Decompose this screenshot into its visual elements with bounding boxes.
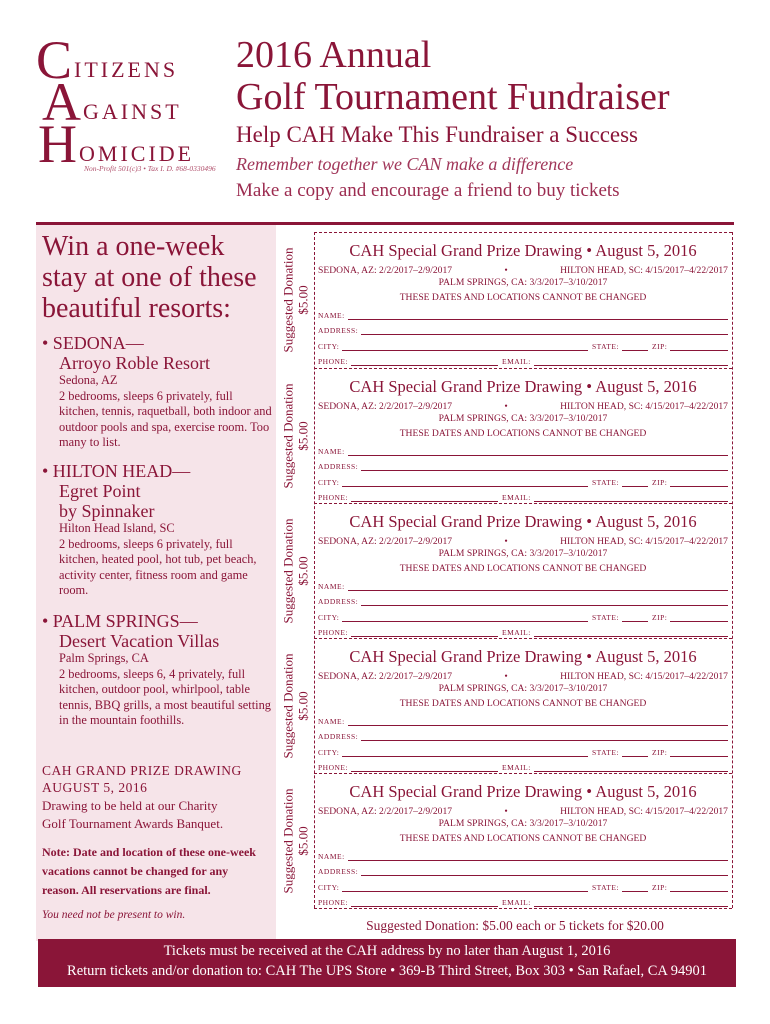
ticket-dates-row: [318, 671, 728, 682]
address-field[interactable]: [318, 597, 728, 606]
ticket-stub-1: [278, 232, 314, 368]
zip-label: ZIP:: [652, 883, 668, 892]
palm-dates: PALM SPRINGS, CA: 3/3/2017–3/10/2017: [438, 548, 608, 559]
ticket-stub-5: [278, 773, 314, 909]
resort-location: Sedona, AZ: [59, 373, 118, 387]
zip-field[interactable]: [652, 613, 728, 622]
zip-label: ZIP:: [652, 748, 668, 757]
state-field[interactable]: [592, 748, 648, 757]
prize-headline: Win a one-week stay at one of these beautiful resorts:: [42, 231, 257, 324]
phone-label: PHONE:: [318, 763, 349, 772]
state-label: STATE:: [592, 478, 619, 487]
suggested-donation: Suggested Donation: $5.00 each or 5 tickets for $20.00: [366, 918, 664, 933]
raffle-ticket-1: [318, 235, 728, 371]
hilton-dates: HILTON HEAD, SC: 4/15/2017–4/22/2017: [560, 671, 728, 682]
resort-palm-springs: [42, 611, 274, 729]
address-label: ADDRESS:: [318, 597, 359, 606]
city-field[interactable]: [318, 613, 588, 622]
bullet: •: [504, 671, 508, 682]
address-field[interactable]: [318, 732, 728, 741]
bullet: •: [504, 401, 508, 412]
name-label: NAME:: [318, 717, 345, 726]
logo-letter-c: C: [36, 30, 73, 90]
sedona-dates: SEDONA, AZ: 2/2/2017–2/9/2017: [318, 671, 453, 682]
state-field[interactable]: [592, 883, 648, 892]
zip-field[interactable]: [652, 883, 728, 892]
ticket-title: CAH Special Grand Prize Drawing • August 5, 2016: [349, 647, 697, 666]
reservation-note: Note: Date and location of these one-week vacations cannot be changed for any reason. All reservations are final.: [42, 845, 256, 897]
ticket-dates-row: [318, 265, 728, 276]
resort-hilton-head: [42, 461, 274, 599]
drawing-title: CAH GRAND PRIZE DRAWING AUGUST 5, 2016: [42, 763, 242, 795]
resort-name: • PALM SPRINGS—: [42, 611, 198, 631]
email-label: EMAIL:: [502, 898, 531, 907]
address-field[interactable]: [318, 326, 728, 335]
bullet: •: [504, 536, 508, 547]
raffle-ticket-5: [318, 776, 728, 912]
phone-field[interactable]: [318, 357, 498, 366]
city-label: CITY:: [318, 883, 340, 892]
phone-label: PHONE:: [318, 628, 349, 637]
palm-dates: PALM SPRINGS, CA: 3/3/2017–3/10/2017: [438, 413, 608, 424]
resort-description: 2 bedrooms, sleeps 6 privately, full kitchen, tennis, raquetball, both indoor and outdoor pools and spa, exercise room. Too many to list.: [59, 388, 272, 450]
zip-field[interactable]: [652, 478, 728, 487]
state-field[interactable]: [592, 342, 648, 351]
stub-label: Suggested Donation: [281, 653, 297, 759]
phone-label: PHONE:: [318, 357, 349, 366]
address-label: ADDRESS:: [318, 867, 359, 876]
ticket-title: CAH Special Grand Prize Drawing • August 5, 2016: [349, 512, 697, 531]
email-label: EMAIL:: [502, 357, 531, 366]
state-label: STATE:: [592, 613, 619, 622]
ticket-dates-row: [318, 401, 728, 412]
resort-sedona: [42, 333, 274, 451]
address-label: ADDRESS:: [318, 732, 359, 741]
city-field[interactable]: [318, 478, 588, 487]
deadline-text: Tickets must be received at the CAH address by no later than August 1, 2016: [163, 943, 611, 959]
dates-fixed-note: THESE DATES AND LOCATIONS CANNOT BE CHANGED: [399, 428, 647, 439]
present-note: You need not be present to win.: [42, 909, 186, 921]
hilton-dates: HILTON HEAD, SC: 4/15/2017–4/22/2017: [560, 265, 728, 276]
email-label: EMAIL:: [502, 493, 531, 502]
dates-fixed-note: THESE DATES AND LOCATIONS CANNOT BE CHANGED: [399, 292, 647, 303]
logo-word-citizens: ITIZENS: [74, 57, 179, 82]
sedona-dates: SEDONA, AZ: 2/2/2017–2/9/2017: [318, 806, 453, 817]
phone-field[interactable]: [318, 763, 498, 772]
ticket-cut-line-left: [314, 232, 315, 908]
drawing-body: Drawing to be held at our Charity Golf Tournament Awards Banquet.: [42, 798, 224, 831]
ticket-stub-3: [278, 503, 314, 639]
address-label: ADDRESS:: [318, 462, 359, 471]
state-field[interactable]: [592, 478, 648, 487]
name-field[interactable]: [318, 717, 728, 726]
bullet: •: [504, 806, 508, 817]
italic-tagline: Remember together we CAN make a difference: [236, 154, 574, 174]
stub-amount: $5.00: [296, 285, 312, 315]
city-label: CITY:: [318, 613, 340, 622]
raffle-ticket-4: [318, 641, 728, 777]
email-field[interactable]: [502, 357, 728, 366]
address-field[interactable]: [318, 462, 728, 471]
state-label: STATE:: [592, 342, 619, 351]
cah-logo: [36, 30, 226, 178]
city-field[interactable]: [318, 883, 588, 892]
resort-location: Palm Springs, CA: [59, 651, 149, 665]
name-field[interactable]: [318, 852, 728, 861]
name-label: NAME:: [318, 311, 345, 320]
name-field[interactable]: [318, 311, 728, 320]
hilton-dates: HILTON HEAD, SC: 4/15/2017–4/22/2017: [560, 401, 728, 412]
raffle-ticket-3: [318, 506, 728, 642]
resort-name: • SEDONA—: [42, 333, 144, 353]
prize-panel: [36, 225, 276, 941]
palm-dates: PALM SPRINGS, CA: 3/3/2017–3/10/2017: [438, 818, 608, 829]
sedona-dates: SEDONA, AZ: 2/2/2017–2/9/2017: [318, 401, 453, 412]
city-label: CITY:: [318, 478, 340, 487]
ticket-dates-row: [318, 536, 728, 547]
logo-word-homicide: OMICIDE: [79, 141, 195, 166]
name-label: NAME:: [318, 852, 345, 861]
state-field[interactable]: [592, 613, 648, 622]
email-field[interactable]: [502, 763, 728, 772]
name-field[interactable]: [318, 582, 728, 591]
sedona-dates: SEDONA, AZ: 2/2/2017–2/9/2017: [318, 265, 453, 276]
resort-name: • HILTON HEAD—: [42, 461, 191, 481]
ticket-cut-line: [314, 232, 732, 233]
page-title: [236, 34, 670, 118]
phone-field[interactable]: [318, 628, 498, 637]
palm-dates: PALM SPRINGS, CA: 3/3/2017–3/10/2017: [438, 683, 608, 694]
ticket-title: CAH Special Grand Prize Drawing • August 5, 2016: [349, 782, 697, 801]
phone-label: PHONE:: [318, 898, 349, 907]
stub-label: Suggested Donation: [281, 383, 297, 489]
dates-fixed-note: THESE DATES AND LOCATIONS CANNOT BE CHANGED: [399, 833, 647, 844]
city-field[interactable]: [318, 342, 588, 351]
email-field[interactable]: [502, 493, 728, 502]
sedona-dates: SEDONA, AZ: 2/2/2017–2/9/2017: [318, 536, 453, 547]
stub-amount: $5.00: [296, 691, 312, 721]
return-address: Return tickets and/or donation to: CAH The UPS Store • 369-B Third Street, Box 303 • San Rafael, CA 94901: [67, 963, 707, 979]
email-label: EMAIL:: [502, 763, 531, 772]
resort-description: 2 bedrooms, sleeps 6 privately, full kitchen, heated pool, hot tub, pet beach, activity center, fitness room and game room.: [59, 536, 257, 598]
dates-fixed-note: THESE DATES AND LOCATIONS CANNOT BE CHANGED: [399, 563, 647, 574]
phone-field[interactable]: [318, 898, 498, 907]
stub-amount: $5.00: [296, 421, 312, 451]
zip-label: ZIP:: [652, 342, 668, 351]
logo-word-against: GAINST: [83, 99, 182, 124]
state-label: STATE:: [592, 748, 619, 757]
city-label: CITY:: [318, 748, 340, 757]
email-field[interactable]: [502, 898, 728, 907]
resort-description: 2 bedrooms, sleeps 6, 4 privately, full kitchen, outdoor pool, whirlpool, table tennis, BBQ grills, a most beautiful setting in the mountain foothills.: [59, 666, 272, 728]
footer-bar: [38, 939, 736, 987]
phone-field[interactable]: [318, 493, 498, 502]
title-line-1: 2016 Annual: [236, 34, 432, 76]
dates-fixed-note: THESE DATES AND LOCATIONS CANNOT BE CHANGED: [399, 698, 647, 709]
name-field[interactable]: [318, 447, 728, 456]
logo-letter-h: H: [38, 114, 77, 174]
ticket-title: CAH Special Grand Prize Drawing • August 5, 2016: [349, 241, 697, 260]
hilton-dates: HILTON HEAD, SC: 4/15/2017–4/22/2017: [560, 806, 728, 817]
address-label: ADDRESS:: [318, 326, 359, 335]
zip-label: ZIP:: [652, 613, 668, 622]
zip-label: ZIP:: [652, 478, 668, 487]
stub-amount: $5.00: [296, 826, 312, 856]
logo-letter-a: A: [42, 72, 81, 132]
ticket-stub-4: [278, 638, 314, 774]
stub-label: Suggested Donation: [281, 518, 297, 624]
ticket-dates-row: [318, 806, 728, 817]
logo-tax-id: Non-Profit 501(c)3 • Tax I. D. #68-0330496: [84, 164, 216, 173]
copy-instruction: Make a copy and encourage a friend to buy tickets: [236, 180, 620, 201]
state-label: STATE:: [592, 883, 619, 892]
city-label: CITY:: [318, 342, 340, 351]
resort-subname: Arroyo Roble Resort: [59, 353, 210, 373]
ticket-stub-2: [278, 368, 314, 504]
stub-label: Suggested Donation: [281, 788, 297, 894]
palm-dates: PALM SPRINGS, CA: 3/3/2017–3/10/2017: [438, 277, 608, 288]
name-label: NAME:: [318, 447, 345, 456]
subtitle: Help CAH Make This Fundraiser a Success: [236, 122, 639, 147]
resort-subname: Egret Point: [59, 481, 141, 501]
resort-location: Hilton Head Island, SC: [59, 521, 175, 535]
stub-label: Suggested Donation: [281, 247, 297, 353]
ticket-title: CAH Special Grand Prize Drawing • August 5, 2016: [349, 377, 697, 396]
resort-subname: Desert Vacation Villas: [59, 631, 220, 651]
raffle-ticket-2: [318, 371, 728, 507]
name-label: NAME:: [318, 582, 345, 591]
email-field[interactable]: [502, 628, 728, 637]
ticket-cut-line-right: [732, 232, 733, 908]
hilton-dates: HILTON HEAD, SC: 4/15/2017–4/22/2017: [560, 536, 728, 547]
stub-amount: $5.00: [296, 556, 312, 586]
bullet: •: [504, 265, 508, 276]
phone-label: PHONE:: [318, 493, 349, 502]
zip-field[interactable]: [652, 342, 728, 351]
title-line-2: Golf Tournament Fundraiser: [236, 76, 670, 118]
address-field[interactable]: [318, 867, 728, 876]
email-label: EMAIL:: [502, 628, 531, 637]
city-field[interactable]: [318, 748, 588, 757]
resort-subname-2: by Spinnaker: [59, 501, 155, 521]
zip-field[interactable]: [652, 748, 728, 757]
